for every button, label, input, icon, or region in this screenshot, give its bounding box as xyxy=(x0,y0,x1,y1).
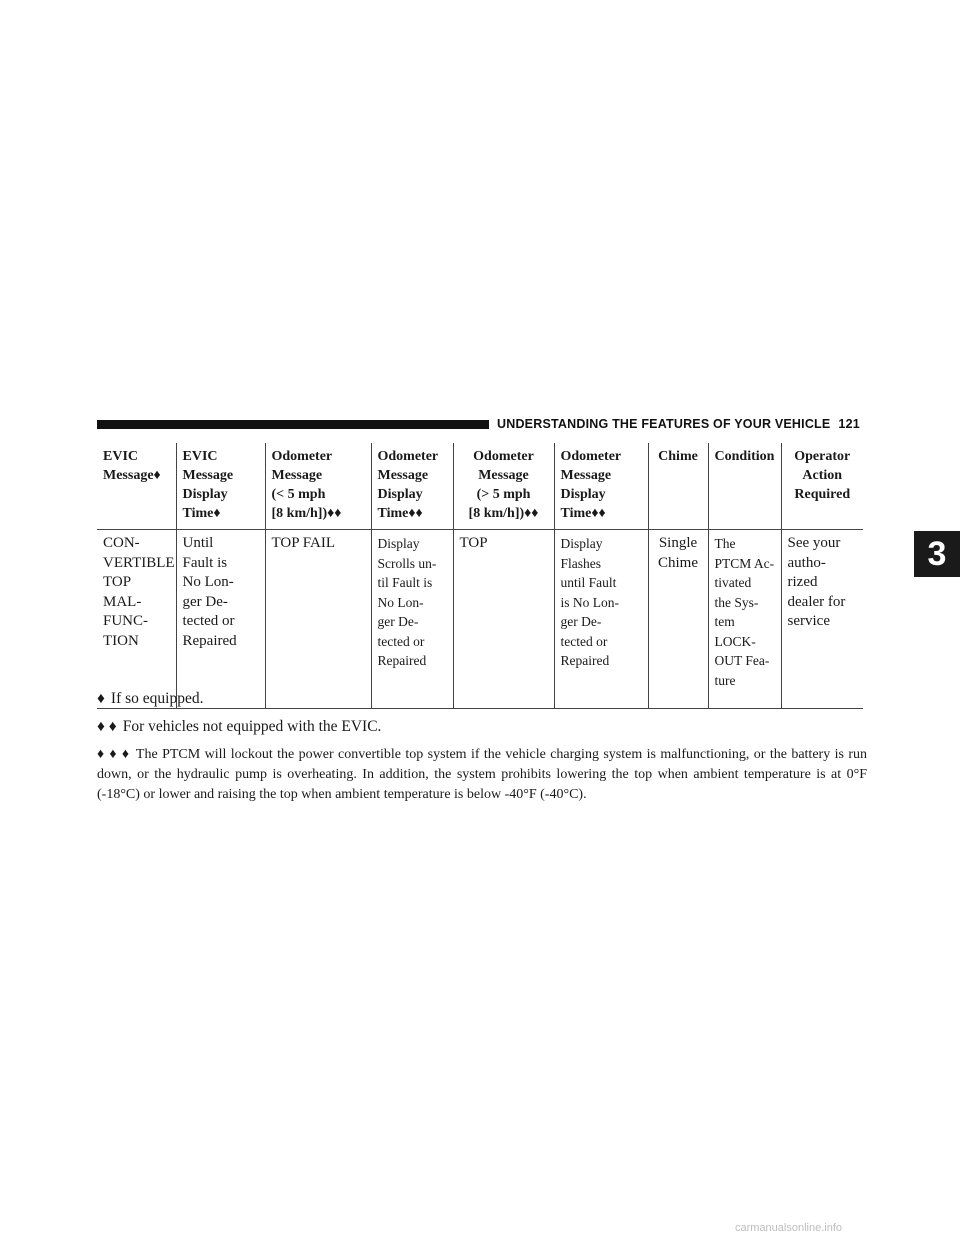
diamond-icon: ♦ xyxy=(97,690,105,707)
header-rule xyxy=(97,420,489,429)
running-header xyxy=(497,417,867,431)
header-cell-odometer-display-time-2: Odometer Message Display Time♦♦ xyxy=(554,443,648,530)
header-cell-operator-action: Operator Action Required xyxy=(781,443,863,530)
footnote-text: The PTCM will lockout the power convertible top system if the vehicle charging system is malfunctioning, or the battery is run down, or the hydraulic pump is overheating. In addition, the system prohibits lowering the top when ambient temperature is at 0°F (-18°C) or lower and raising the top when ambient temperature is below -40°F (-40°C). xyxy=(97,747,867,802)
section-title: UNDERSTANDING THE FEATURES OF YOUR VEHICLE xyxy=(497,417,831,431)
page-number: 121 xyxy=(838,417,860,431)
table-cell: The PTCM Ac- tivated the Sys- tem LOCK- OUT Fea- ture xyxy=(708,530,781,709)
table-cell: Display Scrolls un- til Fault is No Lon- ger De- tected or Repaired xyxy=(371,530,453,709)
footnote xyxy=(97,717,867,737)
evic-message-table xyxy=(97,443,863,709)
header-cell-condition: Condition xyxy=(708,443,781,530)
diamond-icon: ♦ ♦ xyxy=(97,718,117,735)
footnote xyxy=(97,745,867,805)
table-cell: TOP FAIL xyxy=(265,530,371,709)
footnote-text: For vehicles not equipped with the EVIC. xyxy=(122,718,382,735)
table-cell: Display Flashes until Fault is No Lon- ger De- tected or Repaired xyxy=(554,530,648,709)
footnote xyxy=(97,689,867,709)
table-cell: Until Fault is No Lon- ger De- tected or Repaired xyxy=(176,530,265,709)
chapter-tab: 3 xyxy=(914,531,960,577)
header-cell-evic-message: EVIC Message♦ xyxy=(103,449,161,483)
table-header-row xyxy=(97,443,863,530)
watermark: carmanualsonline.info xyxy=(735,1222,843,1234)
table-cell: Single Chime xyxy=(648,530,708,709)
diamond-icon: ♦ ♦ ♦ xyxy=(97,747,130,762)
footnote-text: If so equipped. xyxy=(110,690,204,707)
header-cell-chime: Chime xyxy=(648,443,708,530)
table-row xyxy=(97,530,863,709)
table-cell: CON- VERTIBLE TOP MAL- FUNC- TION xyxy=(103,535,175,649)
header-cell-odometer-above-5: Odometer Message (> 5 mph [8 km/h])♦♦ xyxy=(453,443,554,530)
table-cell: TOP xyxy=(453,530,554,709)
header-cell-evic-display-time: EVIC Message Display Time♦ xyxy=(176,443,265,530)
table-cell: See your autho- rized dealer for service xyxy=(781,530,863,709)
header-cell-odometer-display-time-1: Odometer Message Display Time♦♦ xyxy=(371,443,453,530)
footnotes xyxy=(97,689,867,813)
header-cell-odometer-below-5: Odometer Message (< 5 mph [8 km/h])♦♦ xyxy=(265,443,371,530)
